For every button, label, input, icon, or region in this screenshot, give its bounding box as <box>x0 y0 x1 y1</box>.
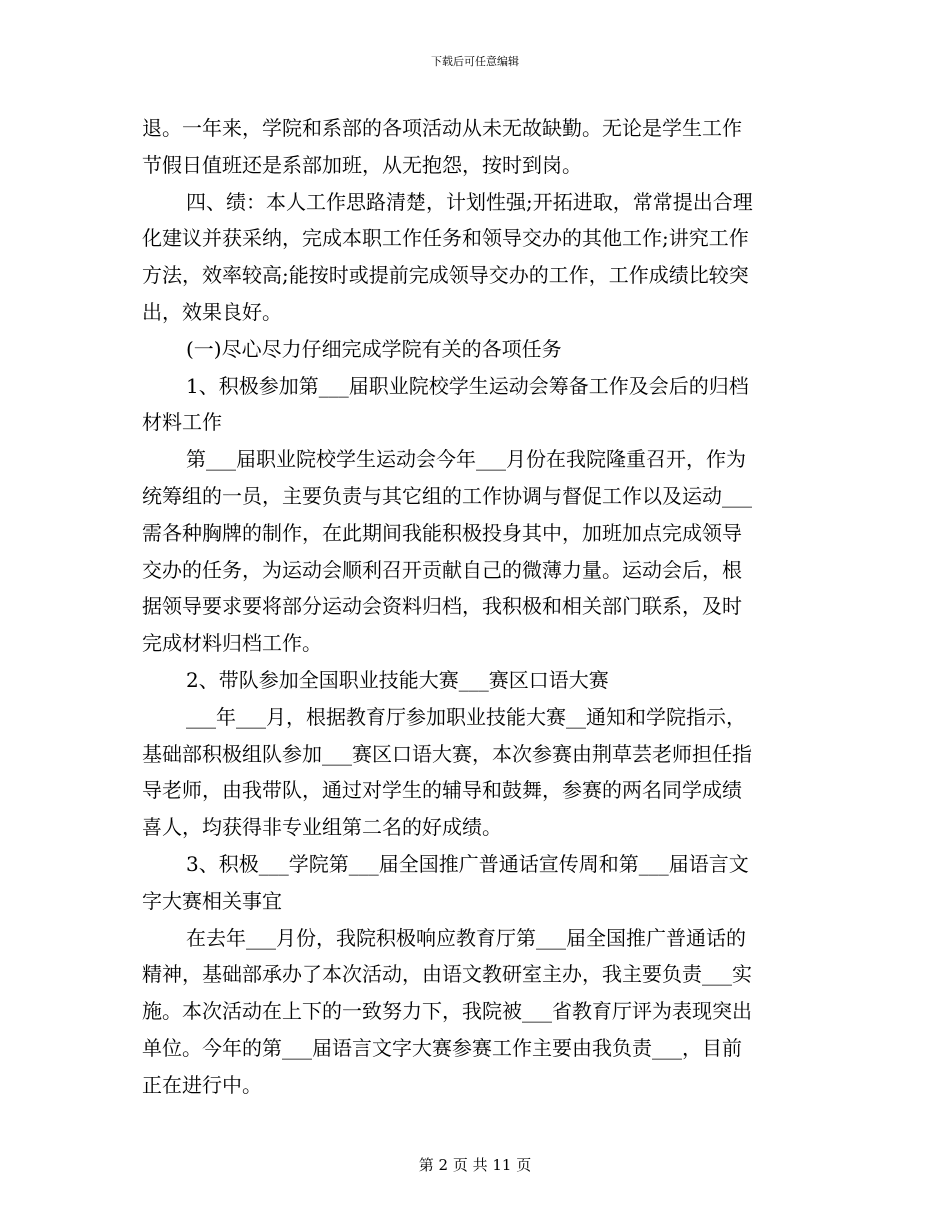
text-line: 出，效果良好。 <box>142 299 282 324</box>
text-line: 精神，基础部承办了本次活动，由语文教研室主办，我主要负责___实 <box>142 962 752 987</box>
text-line: 1、积极参加第___届职业院校学生运动会筹备工作及会后的归档 <box>186 373 749 398</box>
text-line: 完成材料归档工作。 <box>142 631 322 656</box>
text-line: 导老师，由我带队，通过对学生的辅导和鼓舞，参赛的两名同学成绩 <box>142 778 742 803</box>
text-line: 方法，效率较高;能按时或提前完成领导交办的工作，工作成绩比较突 <box>142 263 749 288</box>
text-line: 据领导要求要将部分运动会资料归档，我积极和相关部门联系，及时 <box>142 594 742 619</box>
text-line: 施。本次活动在上下的一致努力下，我院被___省教育厅评为表现突出 <box>142 999 752 1024</box>
text-line: 节假日值班还是系部加班，从无抱怨，按时到岗。 <box>142 152 582 177</box>
text-line: 第___届职业院校学生运动会今年___月份在我院隆重召开，作为 <box>186 447 746 472</box>
document-body <box>142 110 808 1104</box>
text-line: 基础部积极组队参加___赛区口语大赛，本次参赛由荆草芸老师担任指 <box>142 741 752 766</box>
text-line: 单位。今年的第___届语言文字大赛参赛工作主要由我负责___，目前 <box>142 1035 742 1060</box>
text-line: 退。一年来，学院和系部的各项活动从未无故缺勤。无论是学生工作 <box>142 116 742 140</box>
text-line: 化建议并获采纳，完成本职工作任务和领导交办的其他工作;讲究工作 <box>142 226 749 251</box>
text-line: 四、绩：本人工作思路清楚，计划性强;开拓进取，常常提出合理 <box>186 189 753 214</box>
text-line: 交办的任务，为运动会顺利召开贡献自己的微薄力量。运动会后，根 <box>142 557 742 582</box>
text-line: (一)尽心尽力仔细完成学院有关的各项任务 <box>186 336 562 361</box>
text-line: 字大赛相关事宜 <box>142 888 282 913</box>
text-line: 需各种胸牌的制作，在此期间我能积极投身其中，加班加点完成领导 <box>142 520 742 545</box>
text-line: 统筹组的一员，主要负责与其它组的工作协调与督促工作以及运动___ <box>142 483 752 508</box>
text-line: 在去年___月份，我院积极响应教育厅第___届全国推广普通话的 <box>186 925 746 950</box>
text-line: 2、带队参加全国职业技能大赛___赛区口语大赛 <box>186 667 609 692</box>
text-line: 3、积极___学院第___届全国推广普通话宣传周和第___届语言文 <box>186 851 749 876</box>
text-line: 喜人，均获得非专业组第二名的好成绩。 <box>142 815 502 840</box>
page-number-footer: 第 2 页 共 11 页 <box>418 1156 532 1174</box>
text-line: 材料工作 <box>142 410 222 435</box>
text-line: 正在进行中。 <box>142 1072 262 1097</box>
page-header-note: 下载后可任意编辑 <box>431 55 519 68</box>
text-line: ___年___月，根据教育厅参加职业技能大赛__通知和学院指示， <box>186 704 746 729</box>
